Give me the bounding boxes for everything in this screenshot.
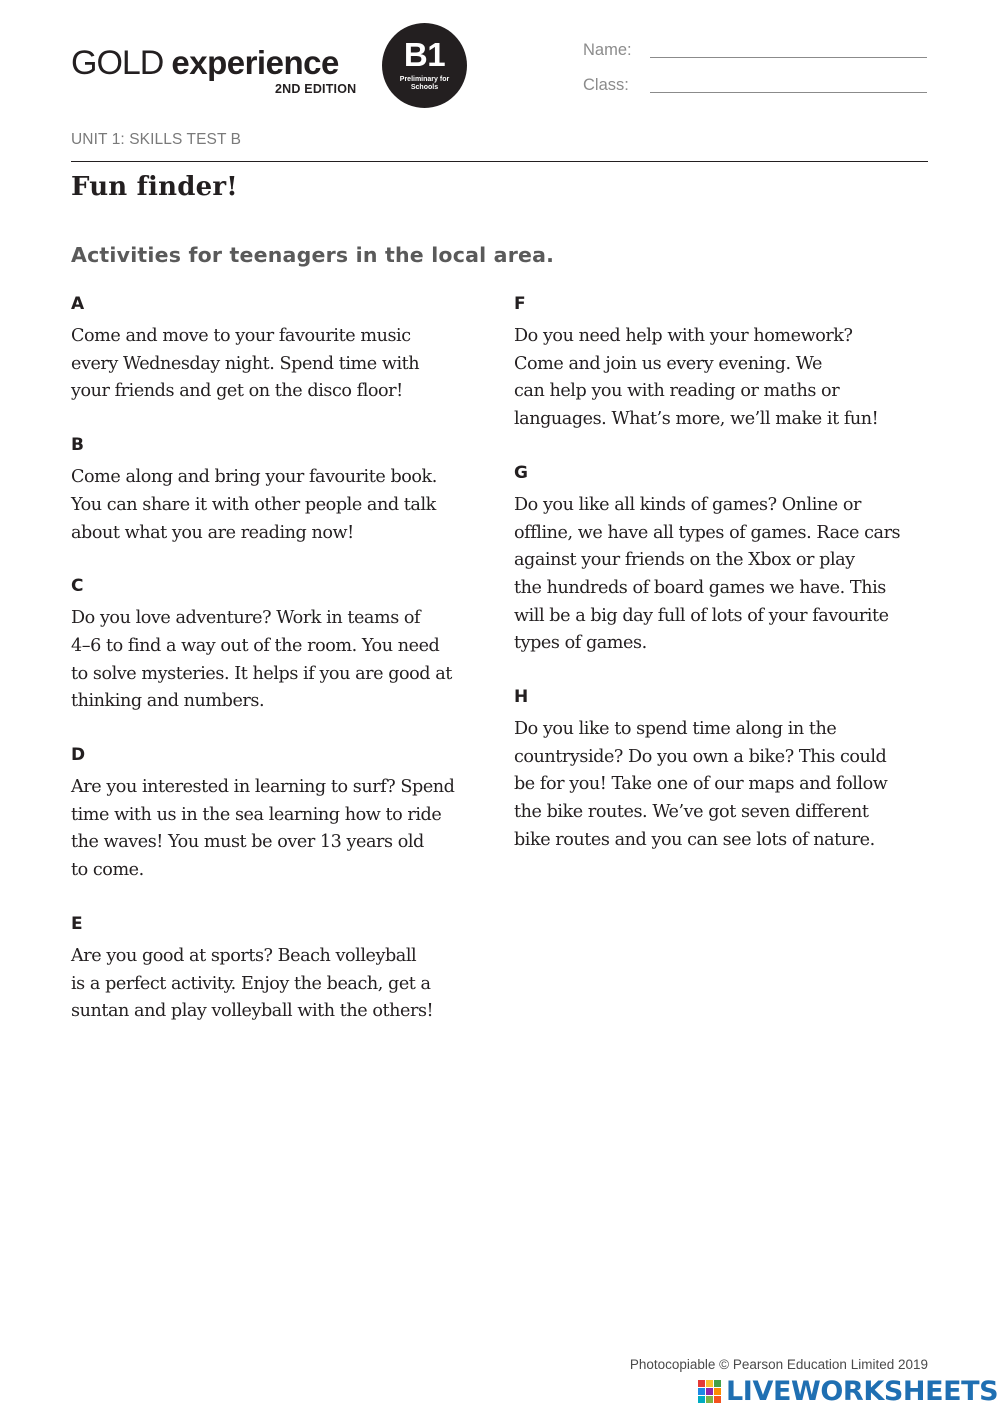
activity-letter: B [71,435,84,456]
activity-letter: E [71,913,83,934]
edition-label: 2ND EDITION [275,82,357,96]
activity-f [514,292,934,434]
header-divider [71,161,928,162]
level-badge [382,23,467,108]
liveworksheets-watermark [698,1376,998,1412]
copyright-notice: Photocopiable © Pearson Education Limited 2019 [629,1357,928,1372]
activity-letter: F [514,294,526,314]
activity-g [514,461,934,658]
activity-text: Come along and bring your favourite book. You can share it with other people and talk about what you are reading now! [71,467,437,543]
activity-text: Do you like all kinds of games? Online or offline, we have all types of games. Race cars against your friends on the Xbox or play the hundreds of board games we have. This will be a big day full of lots of your favourite types of games. [514,494,901,654]
name-label: Name: [583,41,632,59]
activity-b [71,433,491,547]
liveworksheets-icon [698,1380,722,1404]
activity-text: Come and move to your favourite music every Wednesday night. Spend time with your friends and get on the disco floor! [71,326,420,402]
activity-letter: D [71,745,86,766]
activity-text: Do you love adventure? Work in teams of 4–6 to find a way out of the room. You need to solve mysteries. It helps if you are good at thinking and numbers. [71,608,452,712]
activity-text: Do you like to spend time along in the countryside? Do you own a bike? This could be for you! Take one of our maps and follow the bike routes. We’ve got seven different bike routes and you can see lots of nature. [514,719,888,850]
class-field[interactable] [650,92,927,93]
activity-text: Are you interested in learning to surf? Spend time with us in the sea learning how to ride the waves! You must be over 13 years old to come. [71,777,455,881]
activity-text: Are you good at sports? Beach volleyball is a perfect activity. Enjoy the beach, get a suntan and play volleyball with the others! [71,945,434,1022]
activity-text: Do you need help with your homework? Come and join us every evening. We can help you with reading or maths or languages. What’s more, we’ll make it fun! [514,326,879,430]
level-badge-subtitle: Preliminary for Schools [399,76,450,91]
left-column [71,292,491,1053]
activity-a [71,292,491,406]
right-column [514,292,934,882]
activity-letter: A [71,294,85,314]
name-field[interactable] [650,57,927,58]
activity-e [71,912,491,1026]
activity-d [71,743,491,885]
page-title: Fun finder! [71,172,238,202]
class-label: Class: [583,76,629,94]
activity-letter: G [514,462,528,483]
activity-letter: C [71,576,84,597]
unit-label: UNIT 1: SKILLS TEST B [71,131,242,148]
activity-c [71,574,491,716]
logo-gold-text: GOLD [71,44,164,82]
activity-letter: H [514,687,529,708]
level-badge-title: B1 [403,36,446,73]
page-subtitle: Activities for teenagers in the local area. [71,243,555,267]
activity-h [514,685,934,855]
liveworksheets-text: LIVEWORKSHEETS [726,1376,999,1407]
logo-experience-text: experience [171,44,339,81]
